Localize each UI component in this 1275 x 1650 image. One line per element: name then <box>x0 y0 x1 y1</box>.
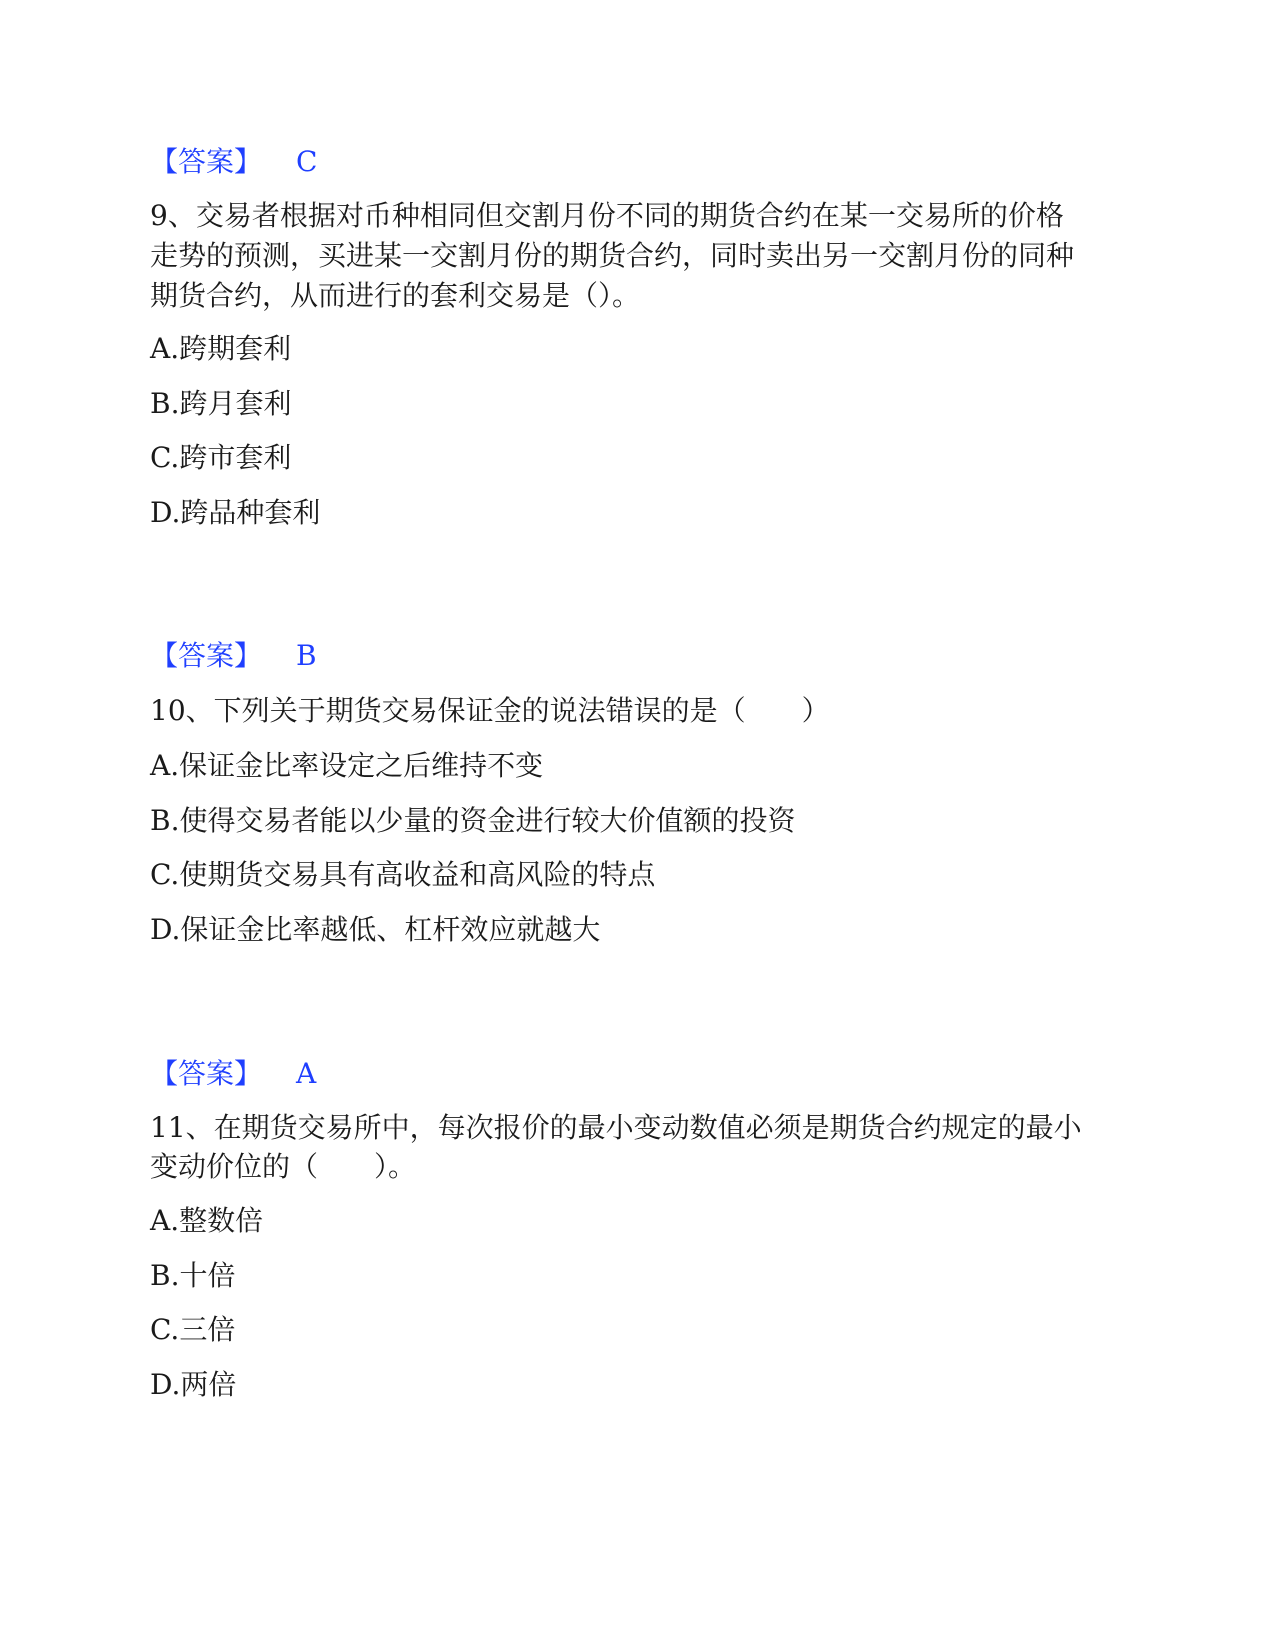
question-9-text-line-2: 走势的预测，买进某一交割月份的期货合约，同时卖出另一交割月份的同种 <box>150 239 1075 272</box>
answer-value-q10: A <box>296 1057 317 1090</box>
answer-tag-q10: 【答案】 <box>150 1057 263 1090</box>
question-11-option-c: C.三倍 <box>150 1313 236 1346</box>
answer-tag-q8: 【答案】 <box>150 145 263 178</box>
question-10-option-c: C.使期货交易具有高收益和高风险的特点 <box>150 858 656 891</box>
answer-value-q8: C <box>296 145 318 178</box>
question-11-text-line-1: 11、在期货交易所中，每次报价的最小变动数值必须是期货合约规定的最小 <box>150 1111 1082 1144</box>
question-9-text-line-3: 期货合约，从而进行的套利交易是（）。 <box>150 279 641 312</box>
question-9-text-line-1: 9、交易者根据对币种相同但交割月份不同的期货合约在某一交易所的价格 <box>150 199 1064 232</box>
question-9-option-b: B.跨月套利 <box>150 387 292 420</box>
answer-tag-q9: 【答案】 <box>150 639 263 672</box>
question-11-option-a: A.整数倍 <box>150 1204 264 1237</box>
question-10-option-b: B.使得交易者能以少量的资金进行较大价值额的投资 <box>150 804 796 837</box>
question-10-option-a: A.保证金比率设定之后维持不变 <box>150 749 544 782</box>
question-9-option-a: A.跨期套利 <box>150 332 292 365</box>
question-11-option-b: B.十倍 <box>150 1259 236 1292</box>
question-11-option-d: D.两倍 <box>150 1368 237 1401</box>
question-9-option-d: D.跨品种套利 <box>150 496 321 529</box>
question-10-option-d: D.保证金比率越低、杠杆效应就越大 <box>150 913 601 946</box>
answer-value-q9: B <box>296 639 317 672</box>
question-11-text-line-2: 变动价位的（ ）。 <box>150 1150 417 1183</box>
question-10-text-line-1: 10、下列关于期货交易保证金的说法错误的是（ ） <box>150 694 830 727</box>
question-9-option-c: C.跨市套利 <box>150 441 292 474</box>
